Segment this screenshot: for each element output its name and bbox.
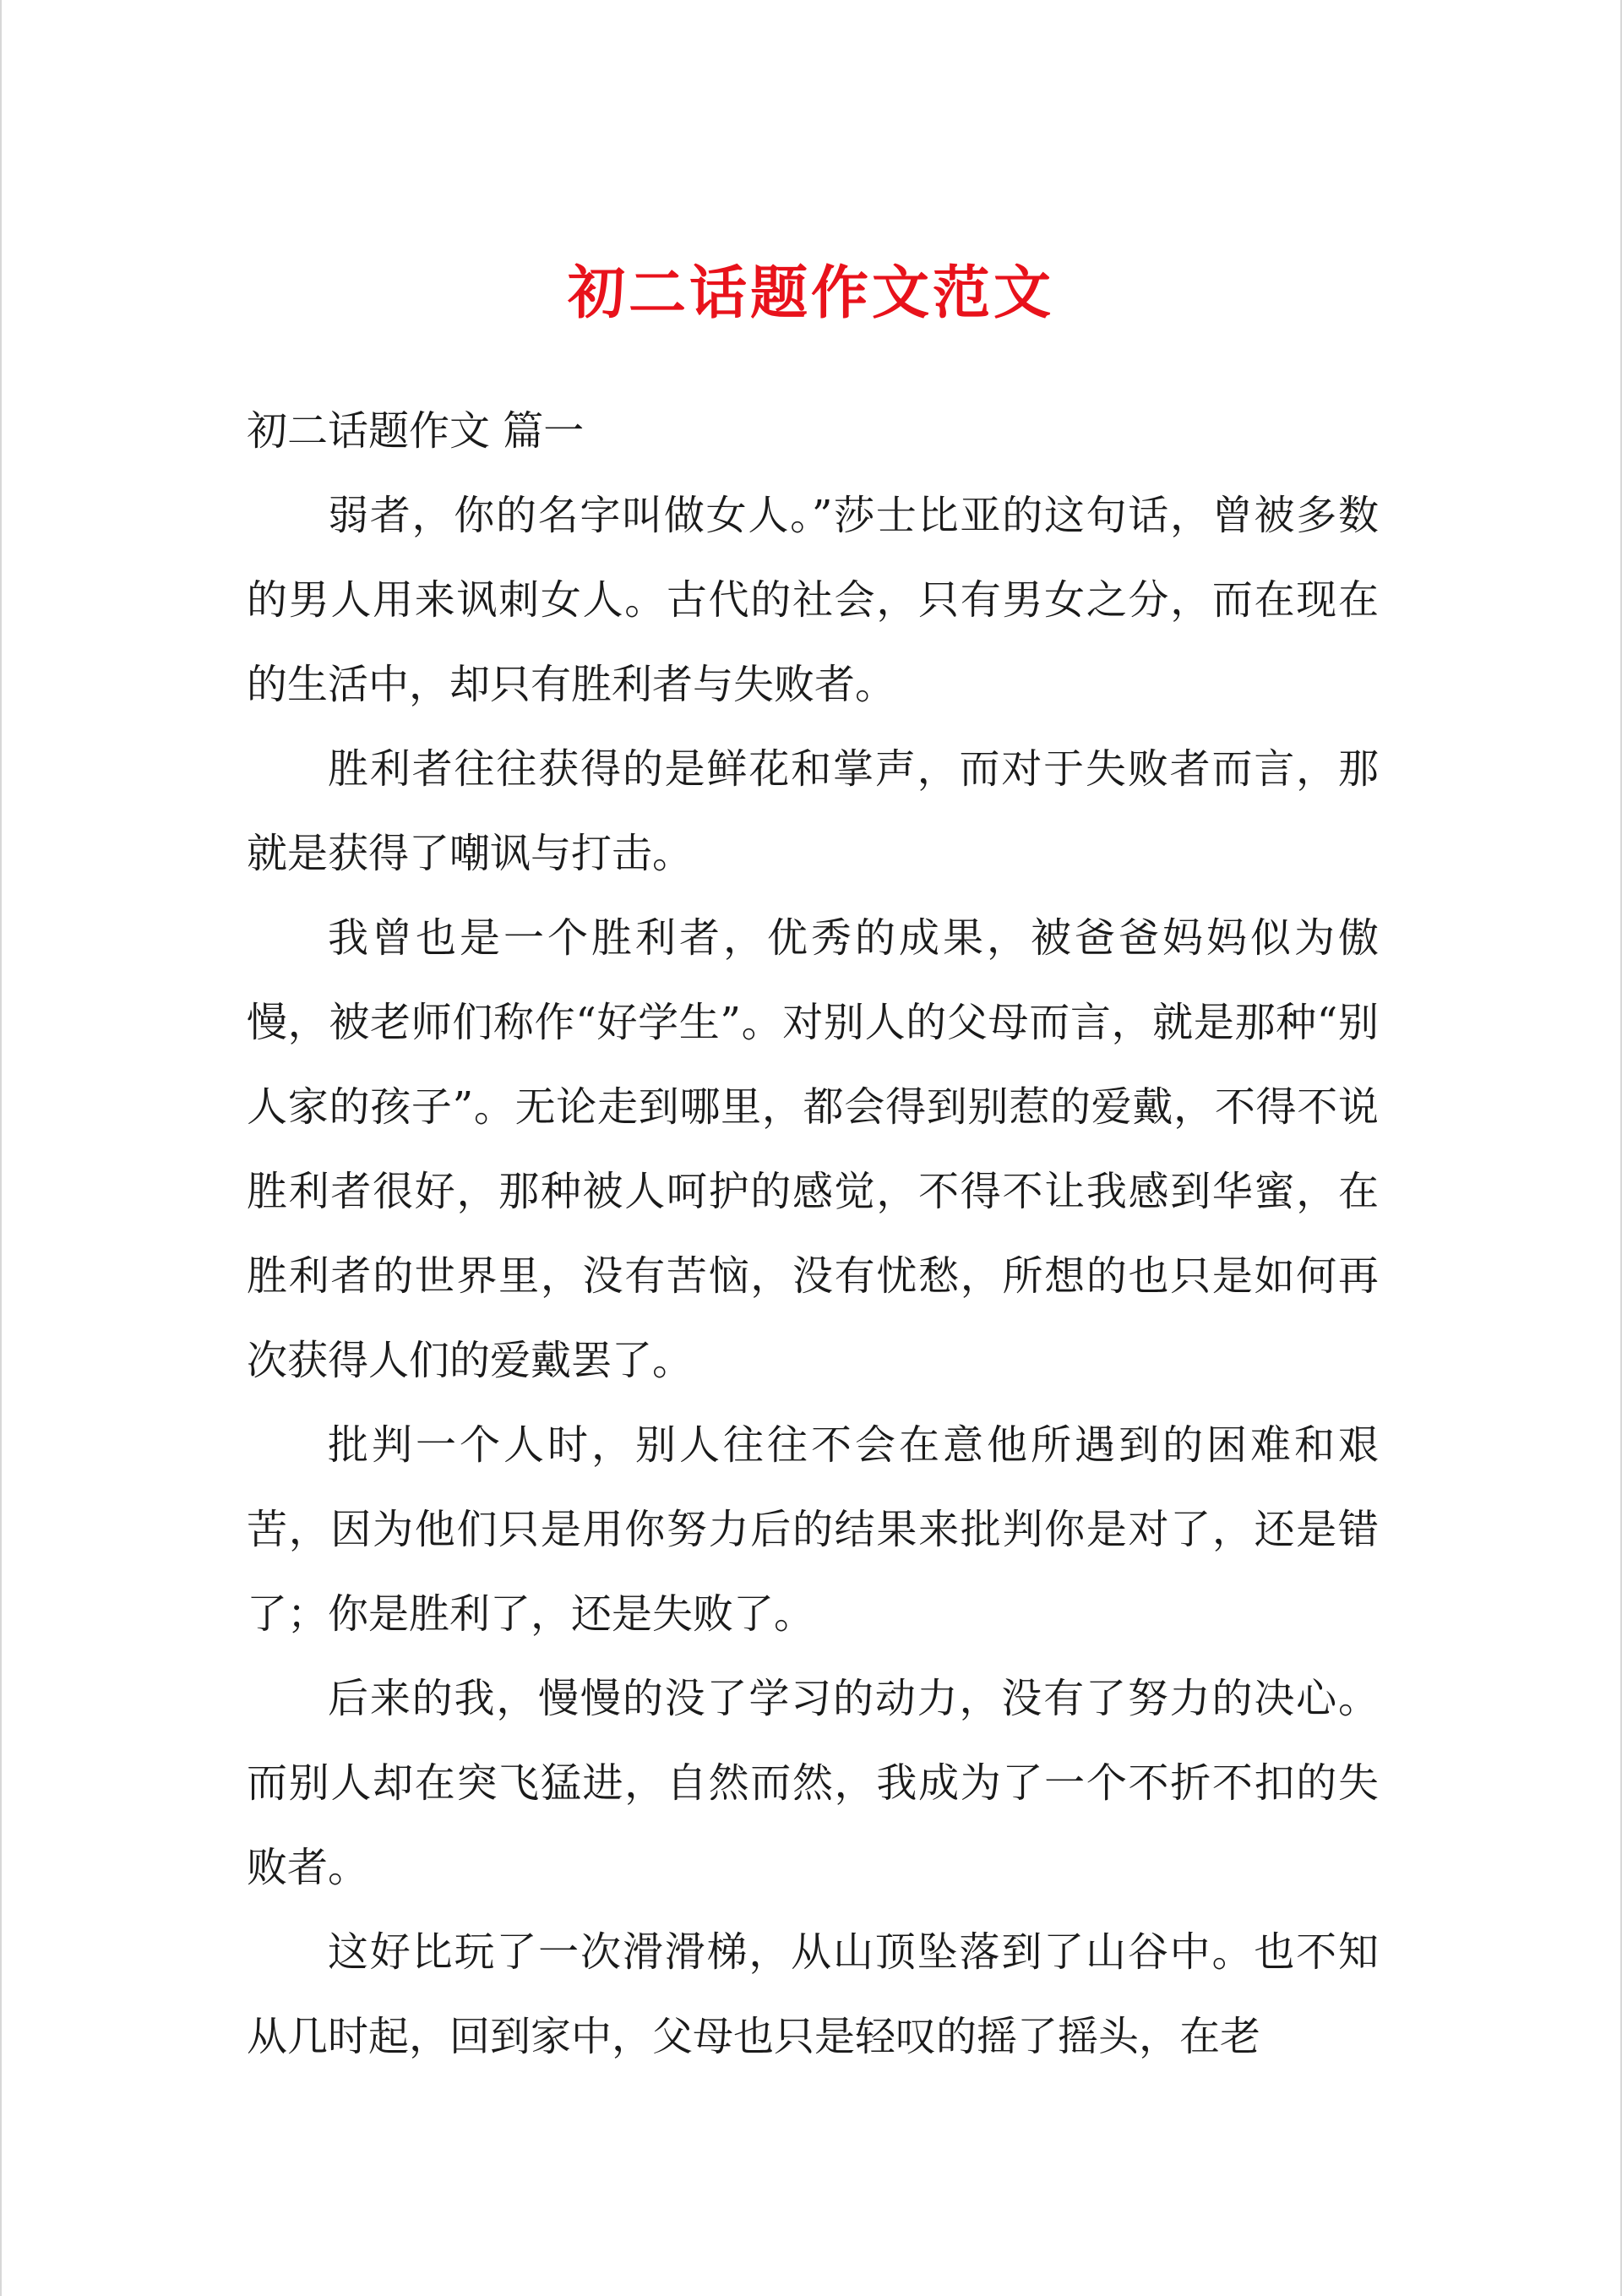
- document-title: 初二话题作文范文: [567, 259, 1054, 327]
- paragraph-6: 这好比玩了一次滑滑梯，从山顶坠落到了山谷中。也不知从几时起，回到家中，父母也只是轻叹的摇了摇头，在老: [247, 1928, 1379, 2060]
- paragraph-5: 后来的我，慢慢的没了学习的动力，没有了努力的决心。而别人却在突飞猛进，自然而然，我成为了一个不折不扣的失败者。: [247, 1675, 1379, 1891]
- section-heading: 初二话题作文 篇一: [247, 407, 585, 455]
- paragraph-2: 胜利者往往获得的是鲜花和掌声，而对于失败者而言，那就是获得了嘲讽与打击。: [247, 745, 1379, 877]
- paragraph-4: 批判一个人时，别人往往不会在意他所遇到的困难和艰苦，因为他们只是用你努力后的结果来批判你是对了，还是错了；你是胜利了，还是失败了。: [247, 1421, 1379, 1638]
- paragraph-1: 弱者，你的名字叫做女人。”莎士比亚的这句话，曾被多数的男人用来讽刺女人。古代的社会，只有男女之分，而在现在的生活中，却只有胜利者与失败者。: [247, 492, 1379, 708]
- paragraph-3: 我曾也是一个胜利者，优秀的成果，被爸爸妈妈似为傲慢，被老师们称作“好学生”。对别人的父母而言，就是那种“别人家的孩子”。无论走到哪里，都会得到别惹的爱戴，不得不说胜利者很好，那种被人呵护的感觉，不得不让我感到华蜜，在胜利者的世界里，没有苦恼，没有忧愁，所想的也只是如何再次获得人们的爱戴罢了。: [247, 914, 1379, 1384]
- document-body: [247, 389, 1379, 2079]
